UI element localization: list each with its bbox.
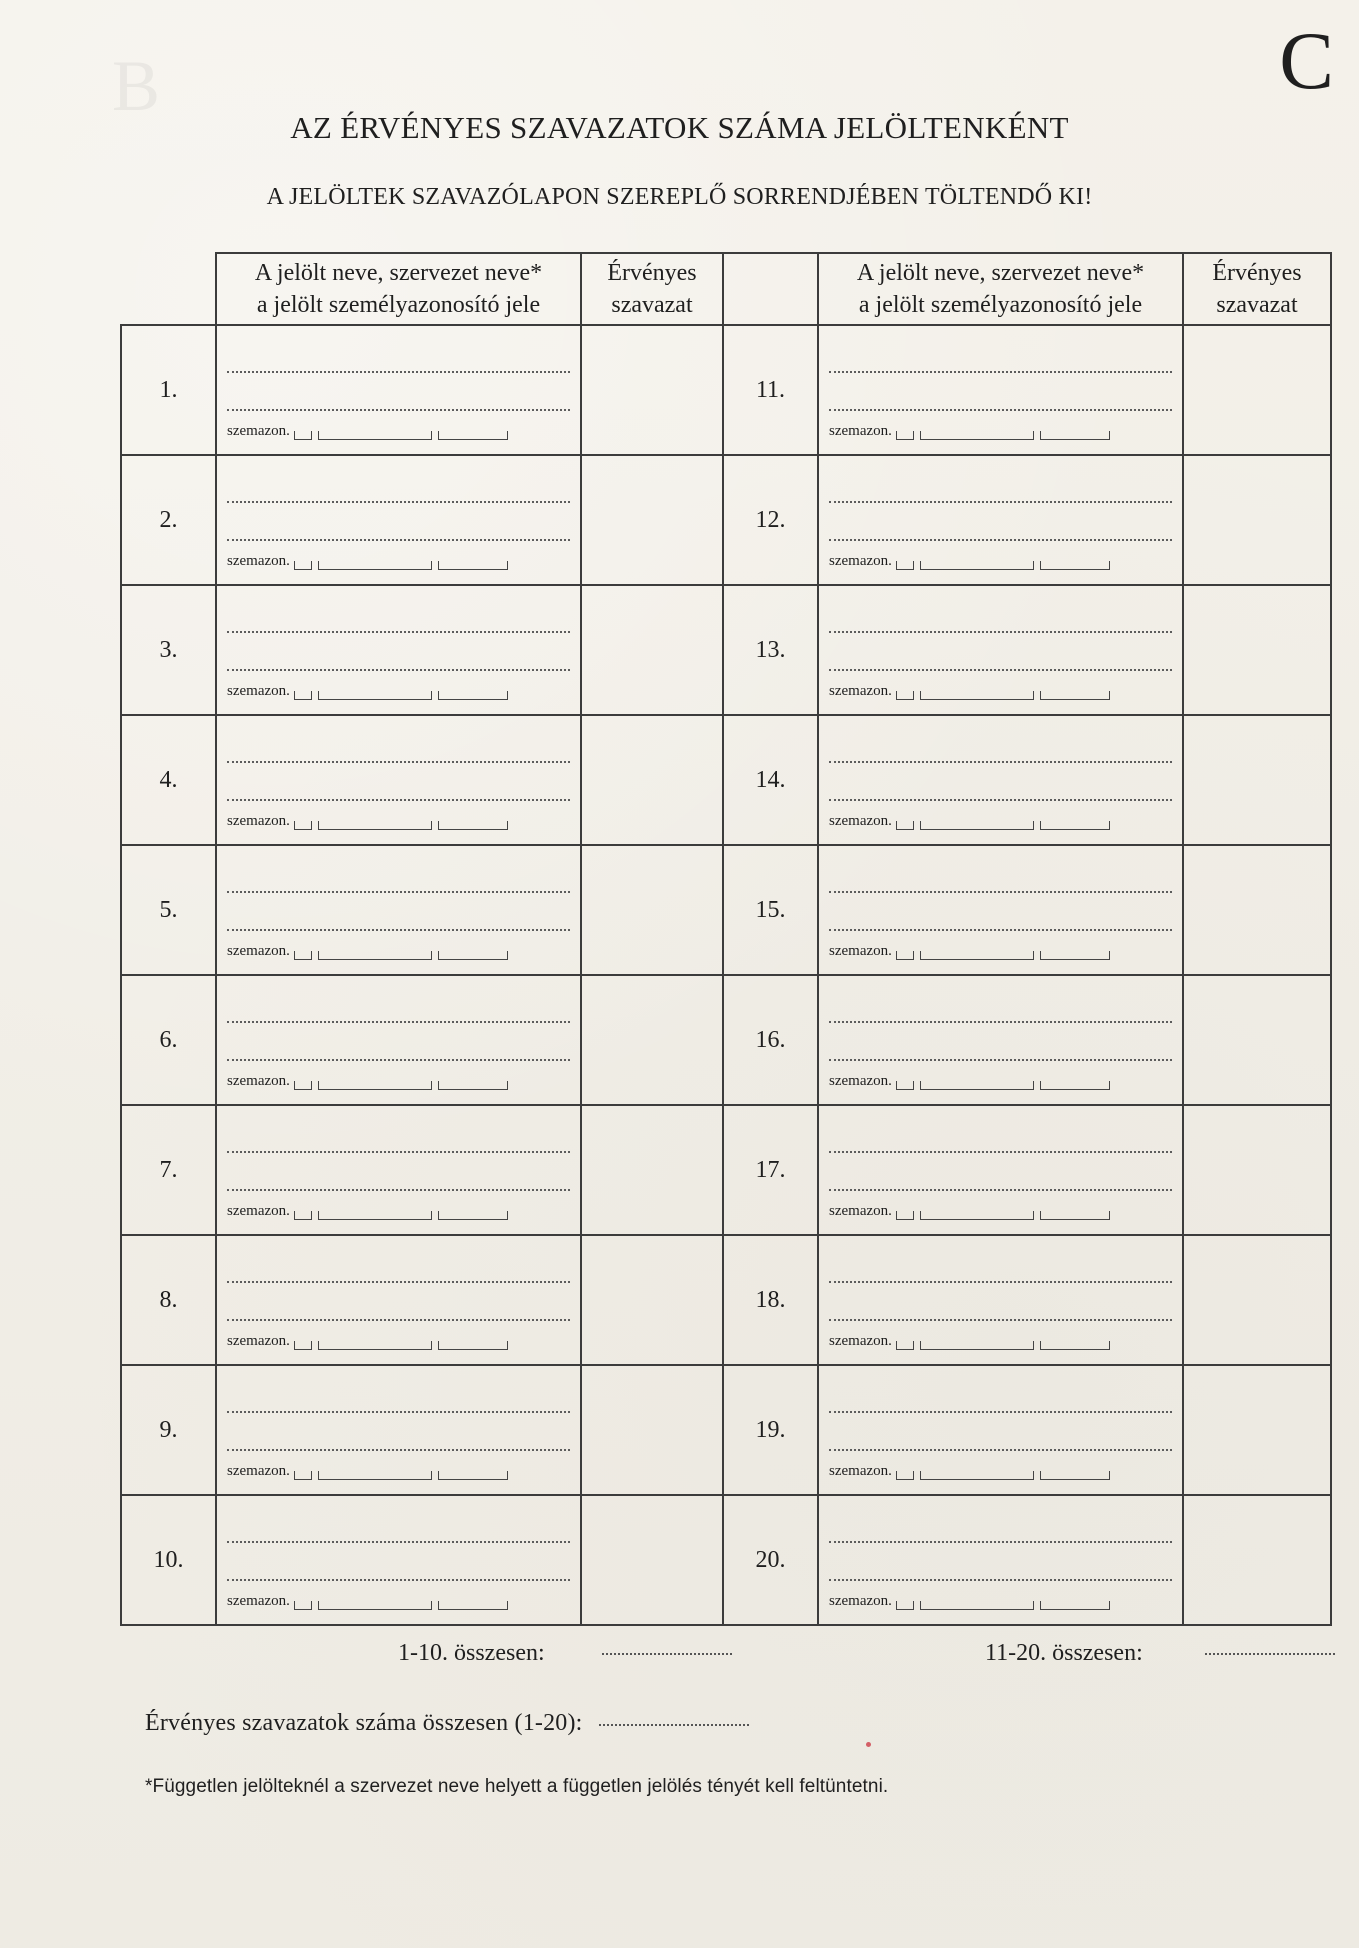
id-label: szemazon. <box>829 812 892 829</box>
id-box-group-2[interactable] <box>920 1601 1034 1610</box>
candidate-number-right <box>723 585 818 715</box>
header-votes-right-line-1: Érvényes <box>1212 260 1302 286</box>
id-box-group-2[interactable] <box>920 951 1034 960</box>
candidate-number-right-text: 18. <box>755 1286 786 1313</box>
id-box-group-2[interactable] <box>920 1341 1034 1350</box>
id-box-group-3[interactable] <box>438 951 508 960</box>
id-box-group-3[interactable] <box>438 1081 508 1090</box>
table-row <box>121 715 1331 845</box>
candidate-name-line[interactable] <box>829 477 1172 503</box>
candidate-name-line[interactable] <box>227 1387 570 1413</box>
candidate-number-left <box>121 1105 216 1235</box>
id-label: szemazon. <box>829 942 892 959</box>
candidate-name-line[interactable] <box>227 737 570 763</box>
id-box-group-2[interactable] <box>318 691 432 700</box>
candidate-number-right <box>723 1495 818 1625</box>
valid-votes-right[interactable] <box>1183 1105 1331 1235</box>
organization-name-line[interactable] <box>227 1035 570 1061</box>
candidate-name-left-cell[interactable] <box>216 715 581 845</box>
id-box-group-3[interactable] <box>438 691 508 700</box>
id-code-line <box>227 1073 570 1090</box>
id-label: szemazon. <box>227 1592 290 1609</box>
id-code-boxes[interactable] <box>896 561 1110 570</box>
id-code-line <box>227 683 570 700</box>
table-row <box>121 325 1331 455</box>
candidate-number-left-text: 6. <box>159 1026 178 1053</box>
id-label: szemazon. <box>227 1072 290 1089</box>
candidate-name-line[interactable] <box>227 1517 570 1543</box>
id-code-boxes[interactable] <box>896 431 1110 440</box>
candidate-name-left-cell[interactable] <box>216 975 581 1105</box>
id-code-boxes[interactable] <box>896 1341 1110 1350</box>
candidate-name-line[interactable] <box>227 1257 570 1283</box>
subtotals <box>0 1640 1359 1680</box>
organization-name-line[interactable] <box>227 385 570 411</box>
id-label: szemazon. <box>227 812 290 829</box>
organization-name-line[interactable] <box>829 905 1172 931</box>
id-label: szemazon. <box>829 682 892 699</box>
candidate-name-line[interactable] <box>829 1257 1172 1283</box>
id-box-group-3[interactable] <box>1040 1341 1110 1350</box>
header-votes-right-line-2: szavazat <box>1216 292 1298 318</box>
table-row <box>121 1105 1331 1235</box>
header-blank-middle <box>723 253 818 325</box>
valid-votes-left[interactable] <box>581 1235 723 1365</box>
id-box-group-1[interactable] <box>294 691 312 700</box>
organization-name-line[interactable] <box>829 645 1172 671</box>
candidate-number-right <box>723 715 818 845</box>
candidate-number-right-text: 16. <box>755 1026 786 1053</box>
candidate-name-left-cell[interactable] <box>216 845 581 975</box>
candidate-name-line[interactable] <box>829 867 1172 893</box>
id-code-line <box>227 813 570 830</box>
organization-name-line[interactable] <box>227 1425 570 1451</box>
id-code-line <box>829 553 1172 570</box>
id-code-line <box>829 423 1172 440</box>
candidate-name-left-cell[interactable] <box>216 585 581 715</box>
id-code-line <box>227 1593 570 1610</box>
id-box-group-2[interactable] <box>920 821 1034 830</box>
organization-name-line[interactable] <box>829 775 1172 801</box>
id-code-line <box>829 1333 1172 1350</box>
organization-name-line[interactable] <box>829 1555 1172 1581</box>
id-code-boxes[interactable] <box>896 1601 1110 1610</box>
id-box-group-2[interactable] <box>318 821 432 830</box>
id-code-line <box>227 943 570 960</box>
id-label: szemazon. <box>227 552 290 569</box>
id-code-boxes[interactable] <box>294 691 508 700</box>
candidate-name-line[interactable] <box>227 477 570 503</box>
grand-total-field[interactable] <box>599 1724 749 1726</box>
id-box-group-2[interactable] <box>318 431 432 440</box>
id-code-line <box>829 1073 1172 1090</box>
id-label: szemazon. <box>829 1462 892 1479</box>
candidate-number-right-text: 17. <box>755 1156 786 1183</box>
id-label: szemazon. <box>829 1332 892 1349</box>
header-name-left-line-1: A jelölt neve, szervezet neve* <box>254 260 543 286</box>
id-box-group-3[interactable] <box>1040 1471 1110 1480</box>
header-votes-left <box>581 253 723 325</box>
id-box-group-2[interactable] <box>318 1081 432 1090</box>
candidate-name-line[interactable] <box>829 1517 1172 1543</box>
id-code-line <box>829 943 1172 960</box>
id-box-group-2[interactable] <box>318 1471 432 1480</box>
candidate-name-right-cell[interactable] <box>818 715 1183 845</box>
candidate-number-right <box>723 455 818 585</box>
candidate-name-left-cell[interactable] <box>216 1365 581 1495</box>
header-votes-left-line-1: Érvényes <box>607 260 697 286</box>
candidate-number-right-text: 12. <box>755 506 786 533</box>
organization-name-line[interactable] <box>227 905 570 931</box>
table-row <box>121 1235 1331 1365</box>
valid-votes-right[interactable] <box>1183 1365 1331 1495</box>
id-code-line <box>829 1203 1172 1220</box>
valid-votes-left[interactable] <box>581 1365 723 1495</box>
id-box-group-3[interactable] <box>1040 1211 1110 1220</box>
grand-total-line <box>145 1710 749 1737</box>
valid-votes-left[interactable] <box>581 325 723 455</box>
candidate-name-line[interactable] <box>829 347 1172 373</box>
id-code-boxes[interactable] <box>294 821 508 830</box>
id-box-group-1[interactable] <box>294 1341 312 1350</box>
subtotal-label-11-20: 11-20. összesen: <box>985 1640 1143 1666</box>
valid-votes-right[interactable] <box>1183 455 1331 585</box>
candidate-number-left <box>121 1495 216 1625</box>
id-box-group-3[interactable] <box>1040 691 1110 700</box>
id-code-boxes[interactable] <box>896 1081 1110 1090</box>
valid-votes-left[interactable] <box>581 845 723 975</box>
valid-votes-right[interactable] <box>1183 1495 1331 1625</box>
id-code-boxes[interactable] <box>896 1211 1110 1220</box>
valid-votes-right[interactable] <box>1183 845 1331 975</box>
candidate-name-line[interactable] <box>227 867 570 893</box>
organization-name-line[interactable] <box>829 1295 1172 1321</box>
valid-votes-left[interactable] <box>581 455 723 585</box>
header-name-right-line-2: a jelölt személyazonosító jele <box>858 292 1143 318</box>
candidate-name-right-cell[interactable] <box>818 975 1183 1105</box>
id-box-group-1[interactable] <box>896 431 914 440</box>
id-box-group-3[interactable] <box>438 1211 508 1220</box>
id-label: szemazon. <box>227 1332 290 1349</box>
valid-votes-right[interactable] <box>1183 975 1331 1105</box>
id-code-line <box>227 1333 570 1350</box>
candidate-number-right-text: 15. <box>755 896 786 923</box>
id-box-group-1[interactable] <box>294 951 312 960</box>
table-row <box>121 845 1331 975</box>
candidate-number-right <box>723 1105 818 1235</box>
id-box-group-1[interactable] <box>294 561 312 570</box>
candidate-number-right-text: 19. <box>755 1416 786 1443</box>
candidate-number-right-text: 11. <box>755 376 786 403</box>
candidate-name-left-cell[interactable] <box>216 1105 581 1235</box>
id-box-group-3[interactable] <box>438 1601 508 1610</box>
candidate-number-right <box>723 1365 818 1495</box>
id-code-line <box>227 423 570 440</box>
table-row <box>121 1495 1331 1625</box>
candidate-number-left <box>121 715 216 845</box>
candidate-number-left <box>121 1235 216 1365</box>
candidate-name-left-cell[interactable] <box>216 1495 581 1625</box>
id-label: szemazon. <box>227 1202 290 1219</box>
footnote: *Független jelölteknél a szervezet neve helyett a független jelölés tényét kell feltüntetni. <box>145 1776 889 1797</box>
candidate-name-left-cell[interactable] <box>216 325 581 455</box>
valid-votes-right[interactable] <box>1183 585 1331 715</box>
id-box-group-1[interactable] <box>896 561 914 570</box>
organization-name-line[interactable] <box>829 1035 1172 1061</box>
subtotal-field-1-10[interactable] <box>602 1653 732 1655</box>
candidate-number-left-text: 2. <box>159 506 178 533</box>
organization-name-line[interactable] <box>227 515 570 541</box>
id-box-group-1[interactable] <box>294 1081 312 1090</box>
id-box-group-3[interactable] <box>1040 1601 1110 1610</box>
candidate-number-right <box>723 975 818 1105</box>
candidate-name-right-cell[interactable] <box>818 455 1183 585</box>
table-row <box>121 585 1331 715</box>
id-box-group-1[interactable] <box>896 1341 914 1350</box>
id-box-group-2[interactable] <box>318 1341 432 1350</box>
id-label: szemazon. <box>227 942 290 959</box>
id-box-group-2[interactable] <box>318 1601 432 1610</box>
id-box-group-2[interactable] <box>318 561 432 570</box>
valid-votes-left[interactable] <box>581 715 723 845</box>
subtotal-label-1-10: 1-10. összesen: <box>398 1640 545 1666</box>
id-code-line <box>227 1203 570 1220</box>
id-box-group-3[interactable] <box>1040 561 1110 570</box>
header-votes-left-line-2: szavazat <box>611 292 693 318</box>
candidate-number-left-text: 8. <box>159 1286 178 1313</box>
candidate-number-left-text: 10. <box>153 1546 184 1573</box>
id-code-line <box>829 813 1172 830</box>
id-box-group-2[interactable] <box>920 561 1034 570</box>
candidate-name-right-cell[interactable] <box>818 845 1183 975</box>
table-row <box>121 975 1331 1105</box>
header-votes-right <box>1183 253 1331 325</box>
valid-votes-left[interactable] <box>581 585 723 715</box>
valid-votes-left[interactable] <box>581 1495 723 1625</box>
header-name-left <box>216 253 581 325</box>
id-box-group-1[interactable] <box>896 1471 914 1480</box>
id-box-group-3[interactable] <box>1040 1081 1110 1090</box>
candidate-number-left-text: 7. <box>159 1156 178 1183</box>
page-subtitle: A JELÖLTEK SZAVAZÓLAPON SZEREPLŐ SORRENDJÉBEN TÖLTENDŐ KI! <box>266 184 1093 210</box>
id-box-group-1[interactable] <box>896 1081 914 1090</box>
form-letter: C <box>1279 15 1334 106</box>
id-code-boxes[interactable] <box>294 1211 508 1220</box>
valid-votes-right[interactable] <box>1183 325 1331 455</box>
id-box-group-1[interactable] <box>896 951 914 960</box>
candidate-number-left <box>121 325 216 455</box>
candidate-number-left <box>121 1365 216 1495</box>
organization-name-line[interactable] <box>227 1295 570 1321</box>
id-code-boxes[interactable] <box>294 561 508 570</box>
id-code-boxes[interactable] <box>294 431 508 440</box>
candidate-number-right-text: 13. <box>755 636 786 663</box>
id-box-group-2[interactable] <box>920 1471 1034 1480</box>
id-label: szemazon. <box>829 1592 892 1609</box>
id-label: szemazon. <box>227 1462 290 1479</box>
id-code-line <box>227 1463 570 1480</box>
id-box-group-3[interactable] <box>438 821 508 830</box>
organization-name-line[interactable] <box>829 385 1172 411</box>
bleed-through-letter: B <box>112 46 161 126</box>
organization-name-line[interactable] <box>829 1425 1172 1451</box>
votes-table <box>120 252 1332 1626</box>
id-box-group-2[interactable] <box>920 431 1034 440</box>
id-box-group-1[interactable] <box>896 821 914 830</box>
id-code-line <box>829 683 1172 700</box>
candidate-name-line[interactable] <box>829 737 1172 763</box>
candidate-name-line[interactable] <box>829 997 1172 1023</box>
id-label: szemazon. <box>227 422 290 439</box>
id-box-group-2[interactable] <box>920 1211 1034 1220</box>
id-box-group-2[interactable] <box>318 951 432 960</box>
header-name-right-line-1: A jelölt neve, szervezet neve* <box>856 260 1145 286</box>
id-code-line <box>829 1593 1172 1610</box>
candidate-number-left <box>121 455 216 585</box>
header-name-right <box>818 253 1183 325</box>
id-code-boxes[interactable] <box>294 951 508 960</box>
id-code-boxes[interactable] <box>896 1471 1110 1480</box>
votes-table-wrap <box>120 252 1330 1609</box>
candidate-name-right-cell[interactable] <box>818 585 1183 715</box>
candidate-name-left-cell[interactable] <box>216 1235 581 1365</box>
id-label: szemazon. <box>829 422 892 439</box>
id-box-group-1[interactable] <box>896 691 914 700</box>
valid-votes-left[interactable] <box>581 1105 723 1235</box>
valid-votes-right[interactable] <box>1183 1235 1331 1365</box>
red-ink-dot <box>866 1742 871 1747</box>
header-name-left-line-2: a jelölt személyazonosító jele <box>256 292 541 318</box>
candidate-number-left <box>121 845 216 975</box>
subtotal-field-11-20[interactable] <box>1205 1653 1335 1655</box>
candidate-name-right-cell[interactable] <box>818 1105 1183 1235</box>
candidate-number-right <box>723 325 818 455</box>
candidate-number-left <box>121 585 216 715</box>
table-row <box>121 455 1331 585</box>
organization-name-line[interactable] <box>227 775 570 801</box>
candidate-name-line[interactable] <box>829 1387 1172 1413</box>
candidate-name-line[interactable] <box>227 997 570 1023</box>
id-code-boxes[interactable] <box>294 1471 508 1480</box>
candidate-number-left-text: 5. <box>159 896 178 923</box>
id-label: szemazon. <box>829 1072 892 1089</box>
id-code-boxes[interactable] <box>896 691 1110 700</box>
candidate-name-line[interactable] <box>829 607 1172 633</box>
id-code-line <box>227 553 570 570</box>
candidate-number-right-text: 14. <box>755 766 786 793</box>
candidate-name-line[interactable] <box>227 1127 570 1153</box>
table-body <box>121 325 1331 1625</box>
candidate-number-left-text: 1. <box>159 376 178 403</box>
id-box-group-1[interactable] <box>294 821 312 830</box>
header-blank-left <box>121 253 216 325</box>
id-box-group-1[interactable] <box>896 1601 914 1610</box>
id-box-group-1[interactable] <box>294 1601 312 1610</box>
id-code-boxes[interactable] <box>294 1081 508 1090</box>
candidate-name-line[interactable] <box>829 1127 1172 1153</box>
id-label: szemazon. <box>227 682 290 699</box>
id-box-group-3[interactable] <box>438 561 508 570</box>
candidate-name-right-cell[interactable] <box>818 325 1183 455</box>
candidate-name-right-cell[interactable] <box>818 1235 1183 1365</box>
id-box-group-3[interactable] <box>1040 431 1110 440</box>
id-box-group-3[interactable] <box>1040 821 1110 830</box>
id-box-group-1[interactable] <box>294 1471 312 1480</box>
candidate-number-left-text: 9. <box>159 1416 178 1443</box>
valid-votes-right[interactable] <box>1183 715 1331 845</box>
id-label: szemazon. <box>829 552 892 569</box>
id-code-boxes[interactable] <box>896 821 1110 830</box>
id-code-boxes[interactable] <box>896 951 1110 960</box>
organization-name-line[interactable] <box>227 1555 570 1581</box>
id-box-group-3[interactable] <box>438 1471 508 1480</box>
id-code-line <box>829 1463 1172 1480</box>
id-box-group-2[interactable] <box>920 1081 1034 1090</box>
page-title: AZ ÉRVÉNYES SZAVAZATOK SZÁMA JELÖLTENKÉNT <box>290 110 1069 145</box>
candidate-name-right-cell[interactable] <box>818 1495 1183 1625</box>
id-box-group-3[interactable] <box>438 431 508 440</box>
valid-votes-left[interactable] <box>581 975 723 1105</box>
grand-total-label: Érvényes szavazatok száma összesen (1-20): <box>145 1710 583 1736</box>
candidate-name-right-cell[interactable] <box>818 1365 1183 1495</box>
id-box-group-3[interactable] <box>1040 951 1110 960</box>
id-box-group-1[interactable] <box>294 1211 312 1220</box>
candidate-name-line[interactable] <box>227 347 570 373</box>
id-code-boxes[interactable] <box>294 1601 508 1610</box>
id-box-group-3[interactable] <box>438 1341 508 1350</box>
id-box-group-1[interactable] <box>896 1211 914 1220</box>
candidate-name-line[interactable] <box>227 607 570 633</box>
id-box-group-1[interactable] <box>294 431 312 440</box>
id-box-group-2[interactable] <box>920 691 1034 700</box>
candidate-number-right <box>723 845 818 975</box>
organization-name-line[interactable] <box>227 1165 570 1191</box>
candidate-number-left-text: 3. <box>159 636 178 663</box>
organization-name-line[interactable] <box>829 515 1172 541</box>
table-row <box>121 1365 1331 1495</box>
id-label: szemazon. <box>829 1202 892 1219</box>
candidate-number-right-text: 20. <box>755 1546 786 1573</box>
id-box-group-2[interactable] <box>318 1211 432 1220</box>
candidate-number-left <box>121 975 216 1105</box>
id-code-boxes[interactable] <box>294 1341 508 1350</box>
organization-name-line[interactable] <box>227 645 570 671</box>
candidate-number-right <box>723 1235 818 1365</box>
candidate-name-left-cell[interactable] <box>216 455 581 585</box>
candidate-number-left-text: 4. <box>159 766 178 793</box>
organization-name-line[interactable] <box>829 1165 1172 1191</box>
